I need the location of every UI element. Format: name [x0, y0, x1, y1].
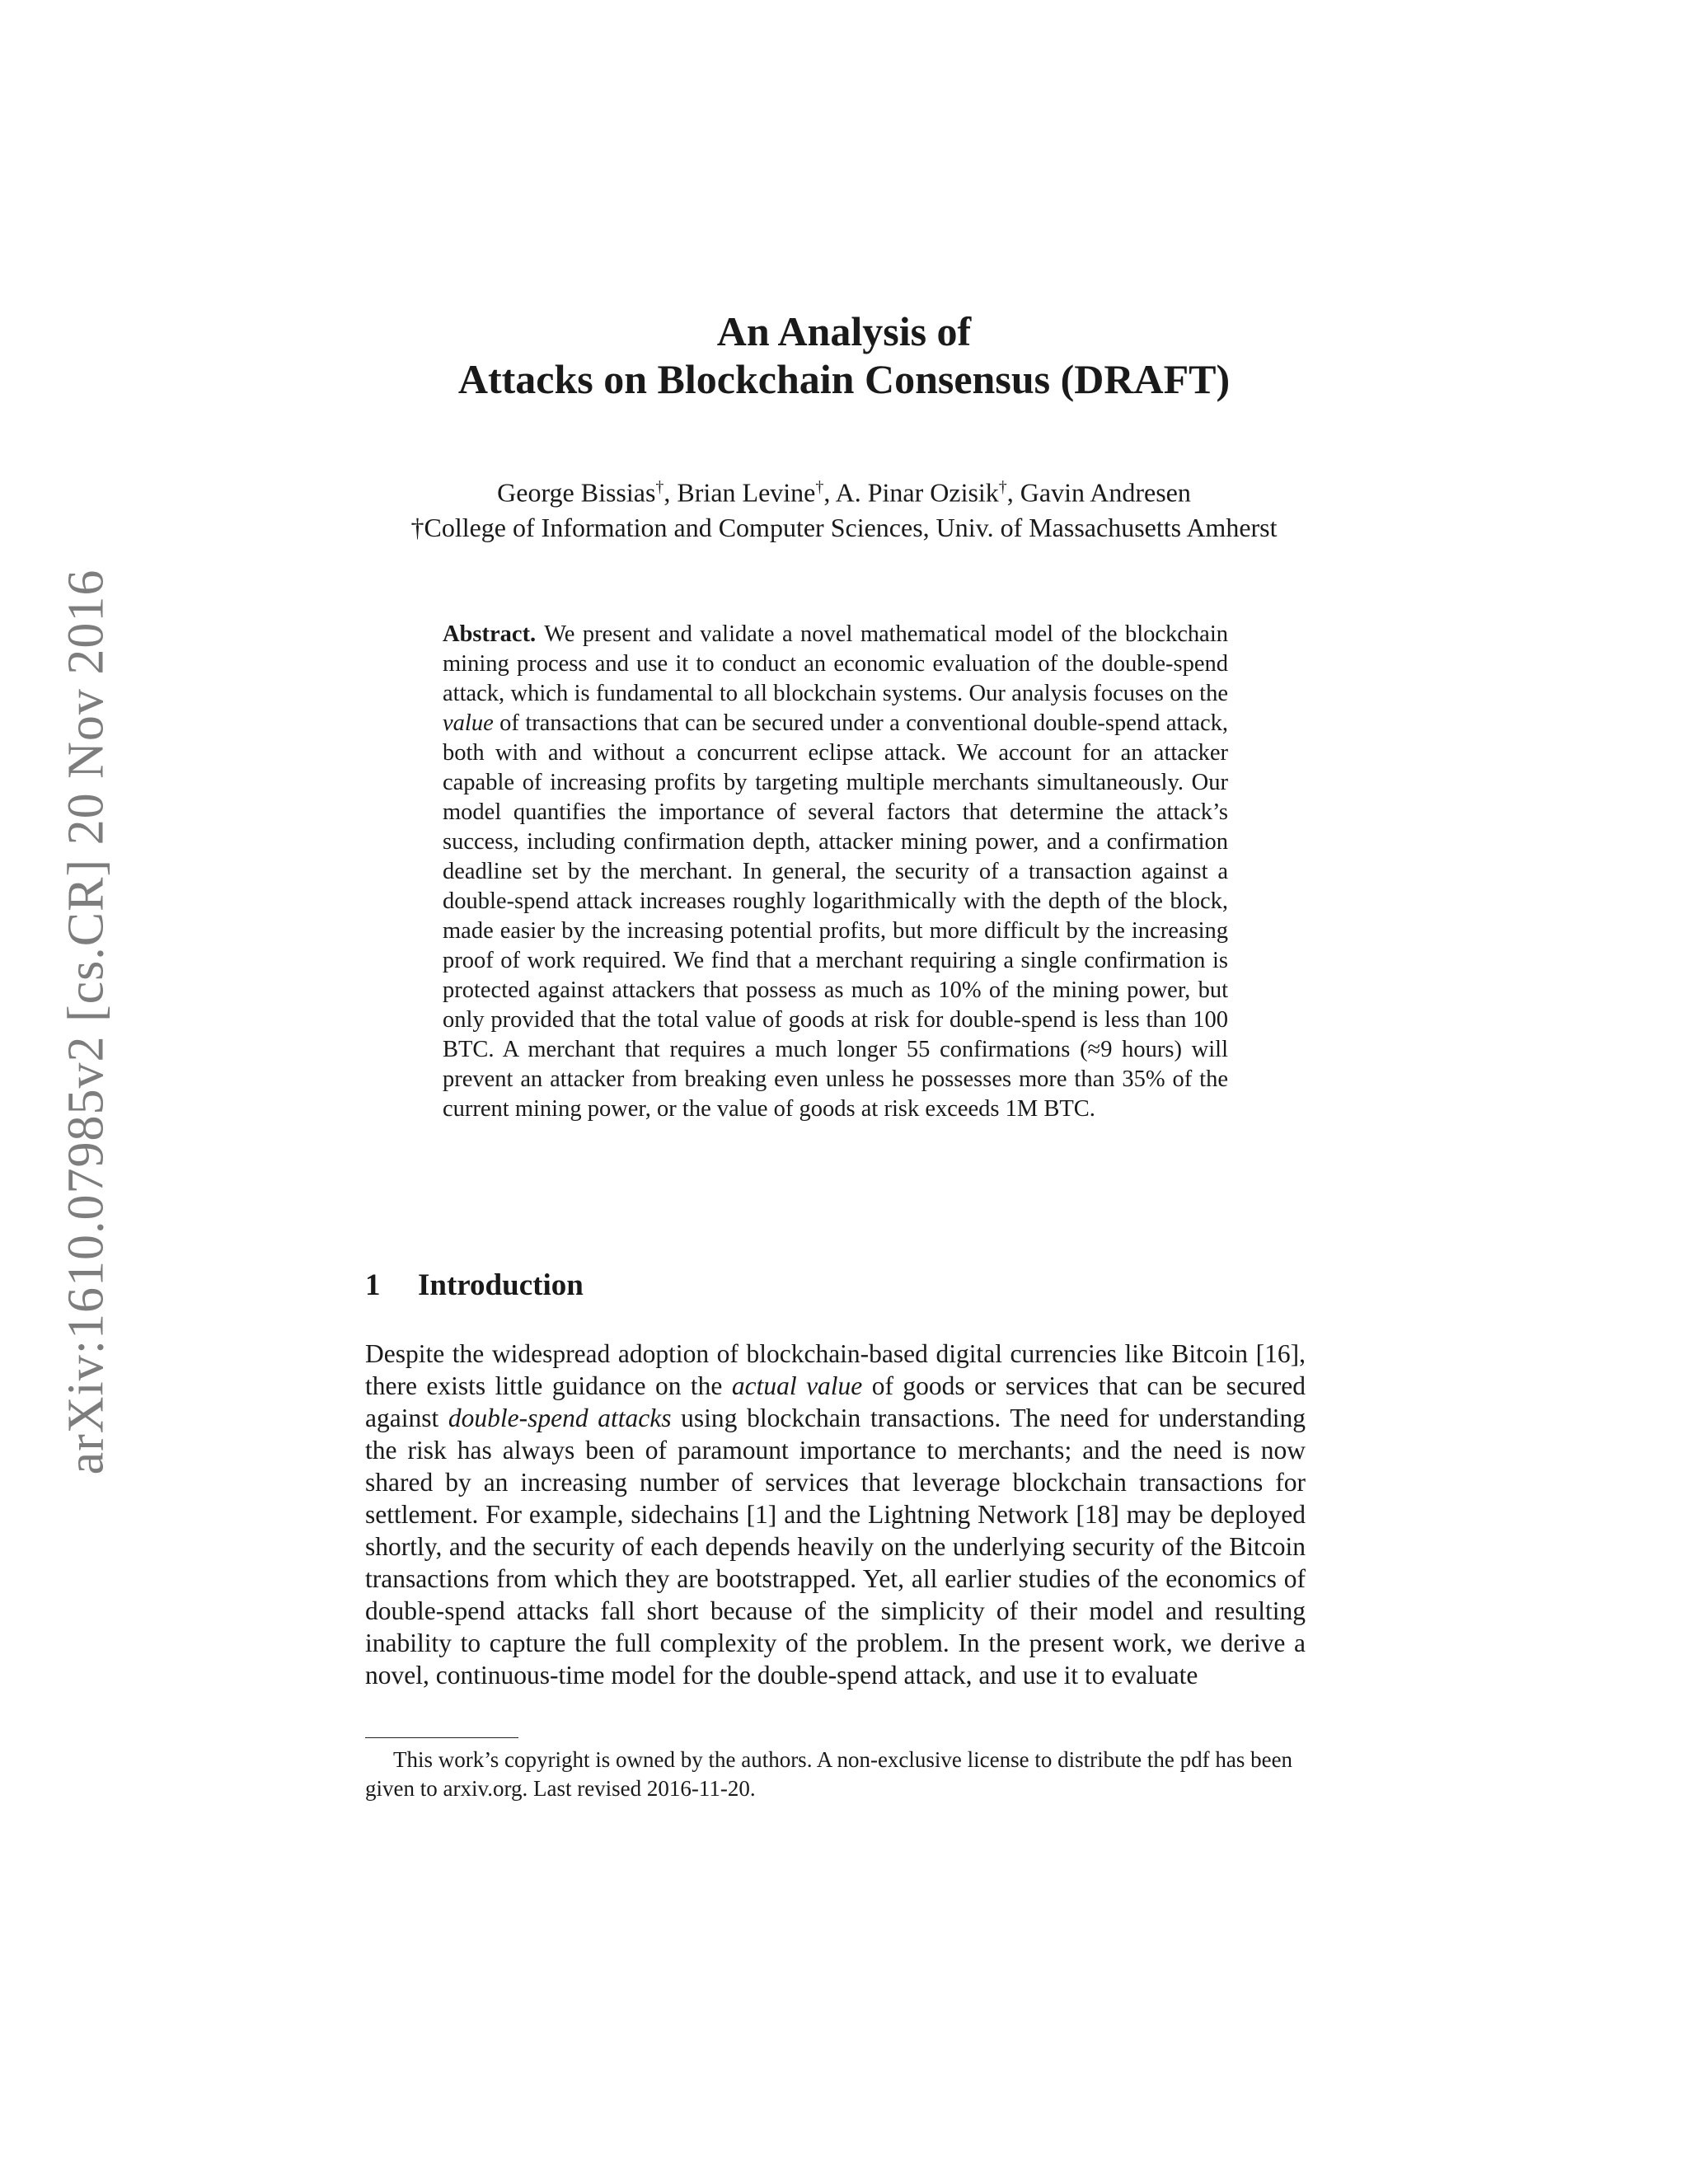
abstract-text: We present and validate a novel mathematical model of the blockchain mining process and use it to conduct an economic evaluation of the double-spend attack, which is fundamental to all blockchain systems. Our analysis focuses on the	[443, 621, 1228, 706]
author-block	[0, 470, 1688, 545]
section-title: Introduction	[418, 1268, 584, 1302]
author-name: Gavin Andresen	[1020, 477, 1191, 508]
affiliation-mark: †	[815, 478, 824, 496]
author-name: George Bissias	[497, 477, 656, 508]
footnote	[365, 1746, 1306, 1803]
body-text: Despite the widespread adoption of blockchain-based digital currencies like Bitcoin [16], there exists little guidance on the	[365, 1339, 1306, 1400]
affiliation-mark: †	[998, 478, 1007, 496]
footnote-text: This work’s copyright is owned by the authors. A non-exclusive license to distribute the pdf has been given to arxiv.org. Last revised 2016-11-20.	[365, 1747, 1293, 1801]
body-text: of goods or services that can be secured against	[365, 1371, 1306, 1432]
author-separator: ,	[663, 477, 678, 508]
author-separator: ,	[823, 477, 836, 508]
footnote-divider	[365, 1737, 518, 1738]
paper-title-line-2: Attacks on Blockchain Consensus (DRAFT)	[457, 356, 1231, 402]
section-heading-introduction	[365, 1267, 584, 1305]
abstract-text: of transactions that can be secured under a conventional double-spend attack, both with and without a concurrent eclipse attack. We account for an attacker capable of increasing profits by targeting multiple merchants simultaneously. Our model quantifies the importance of several factors that determine the attack’s success, including confirmation depth, attacker mining power, and a confirmation deadline set by the merchant. In general, the security of a transaction against a double-spend attack increases roughly logarithmically with the depth of the block, made easier by the increasing potential profits, but more difficult by the increasing proof of work required. We find that a merchant requiring a single confirmation is protected against attackers that possess as much as 10% of the mining power, but only provided that the total value of goods at risk for double-spend is less than 100 BTC. A merchant that requires a much longer 55 confirmations (≈9 hours) will prevent an attacker from breaking even unless he possesses more than 35% of the current mining power, or the value of goods at risk exceeds 1M BTC.	[443, 710, 1228, 1122]
body-emphasis: actual value	[731, 1371, 863, 1400]
author-list	[0, 470, 1688, 510]
author-name: Brian Levine	[677, 477, 816, 508]
abstract-label: Abstract.	[443, 621, 537, 647]
affiliation: †College of Information and Computer Sciences, Univ. of Massachusetts Amherst	[410, 512, 1278, 542]
abstract-emphasis: value	[443, 710, 494, 736]
abstract	[443, 620, 1228, 1124]
affiliation-mark: †	[655, 478, 664, 496]
section-number: 1	[365, 1268, 381, 1302]
arxiv-identifier-stamp: arXiv:1610.07985v2 [cs.CR] 20 Nov 2016	[58, 569, 115, 1475]
body-text: using blockchain transactions. The need for understanding the risk has always been of paramount importance to merchants; and the need is now shared by an increasing number of services that leverage blockchain transactions for settlement. For example, sidechains [1] and the Lightning Network [18] may be deployed shortly, and the security of each depends heavily on the underlying security of the Bitcoin transactions from which they are bootstrapped. Yet, all earlier studies of the economics of double-spend attacks fall short because of the simplicity of their model and resulting inability to capture the full complexity of the problem. In the present work, we derive a novel, continuous-time model for the double-spend attack, and use it to evaluate	[365, 1404, 1306, 1690]
author-separator: ,	[1006, 477, 1020, 508]
author-name: A. Pinar Ozisik	[835, 477, 999, 508]
paper-title-line-1: An Analysis of	[716, 308, 972, 354]
body-emphasis: double-spend attacks	[448, 1404, 672, 1432]
introduction-paragraph	[365, 1338, 1306, 1691]
